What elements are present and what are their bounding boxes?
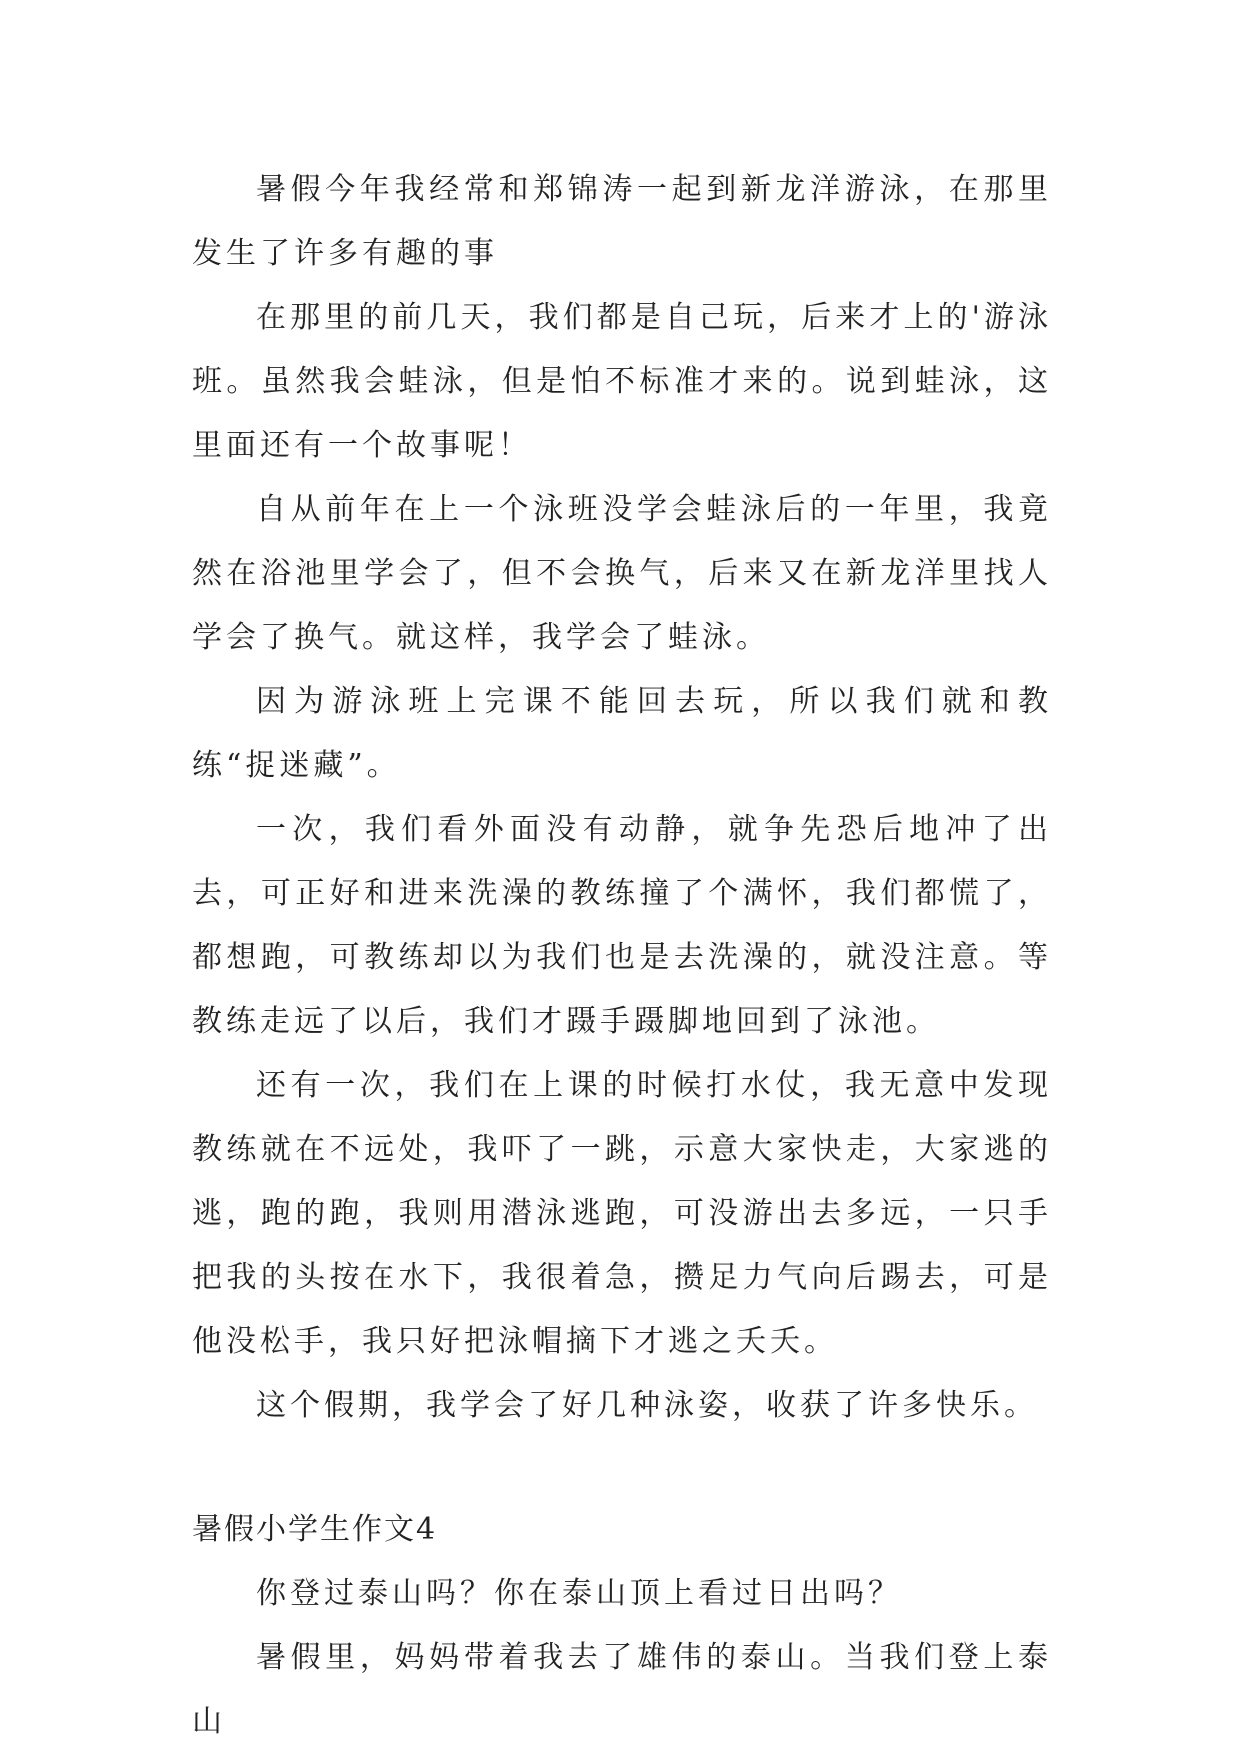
essay4-paragraph-2: 暑假里，妈妈带着我去了雄伟的泰山。当我们登上泰山 — [192, 1640, 1052, 1739]
essay3-paragraph-7: 这个假期，我学会了好几种泳姿，收获了许多快乐。 — [256, 1388, 1038, 1423]
essay3-paragraph-4: 因为游泳班上完课不能回去玩，所以我们就和教练“捉迷藏”。 — [192, 684, 1052, 783]
essay3-paragraph-6: 还有一次，我们在上课的时候打水仗，我无意中发现教练就在不远处，我吓了一跳，示意大家快走，大家逃的逃，跑的跑，我则用潜泳逃跑，可没游出去多远，一只手把我的头按在水下，我很着急，攒足力气向后踢去，可是他没松手，我只好把泳帽摘下才逃之夭夭。 — [192, 1068, 1052, 1359]
essay3-paragraph-3: 自从前年在上一个泳班没学会蛙泳后的一年里，我竟然在浴池里学会了，但不会换气，后来又在新龙洋里找人学会了换气。就这样，我学会了蛙泳。 — [192, 492, 1052, 655]
document-page — [192, 158, 1052, 1754]
essay3-paragraph-2: 在那里的前几天，我们都是自己玩，后来才上的'游泳班。虽然我会蛙泳，但是怕不标准才来的。说到蛙泳，这里面还有一个故事呢！ — [192, 300, 1052, 463]
essay3-paragraph-1: 暑假今年我经常和郑锦涛一起到新龙洋游泳，在那里发生了许多有趣的事 — [192, 172, 1052, 271]
essay3-paragraph-5: 一次，我们看外面没有动静，就争先恐后地冲了出去，可正好和进来洗澡的教练撞了个满怀，我们都慌了，都想跑，可教练却以为我们也是去洗澡的，就没注意。等教练走远了以后，我们才蹑手蹑脚地回到了泳池。 — [192, 812, 1052, 1039]
essay4-paragraph-1: 你登过泰山吗？你在泰山顶上看过日出吗？ — [256, 1576, 902, 1611]
essay4-heading: 暑假小学生作文4 — [192, 1512, 438, 1547]
